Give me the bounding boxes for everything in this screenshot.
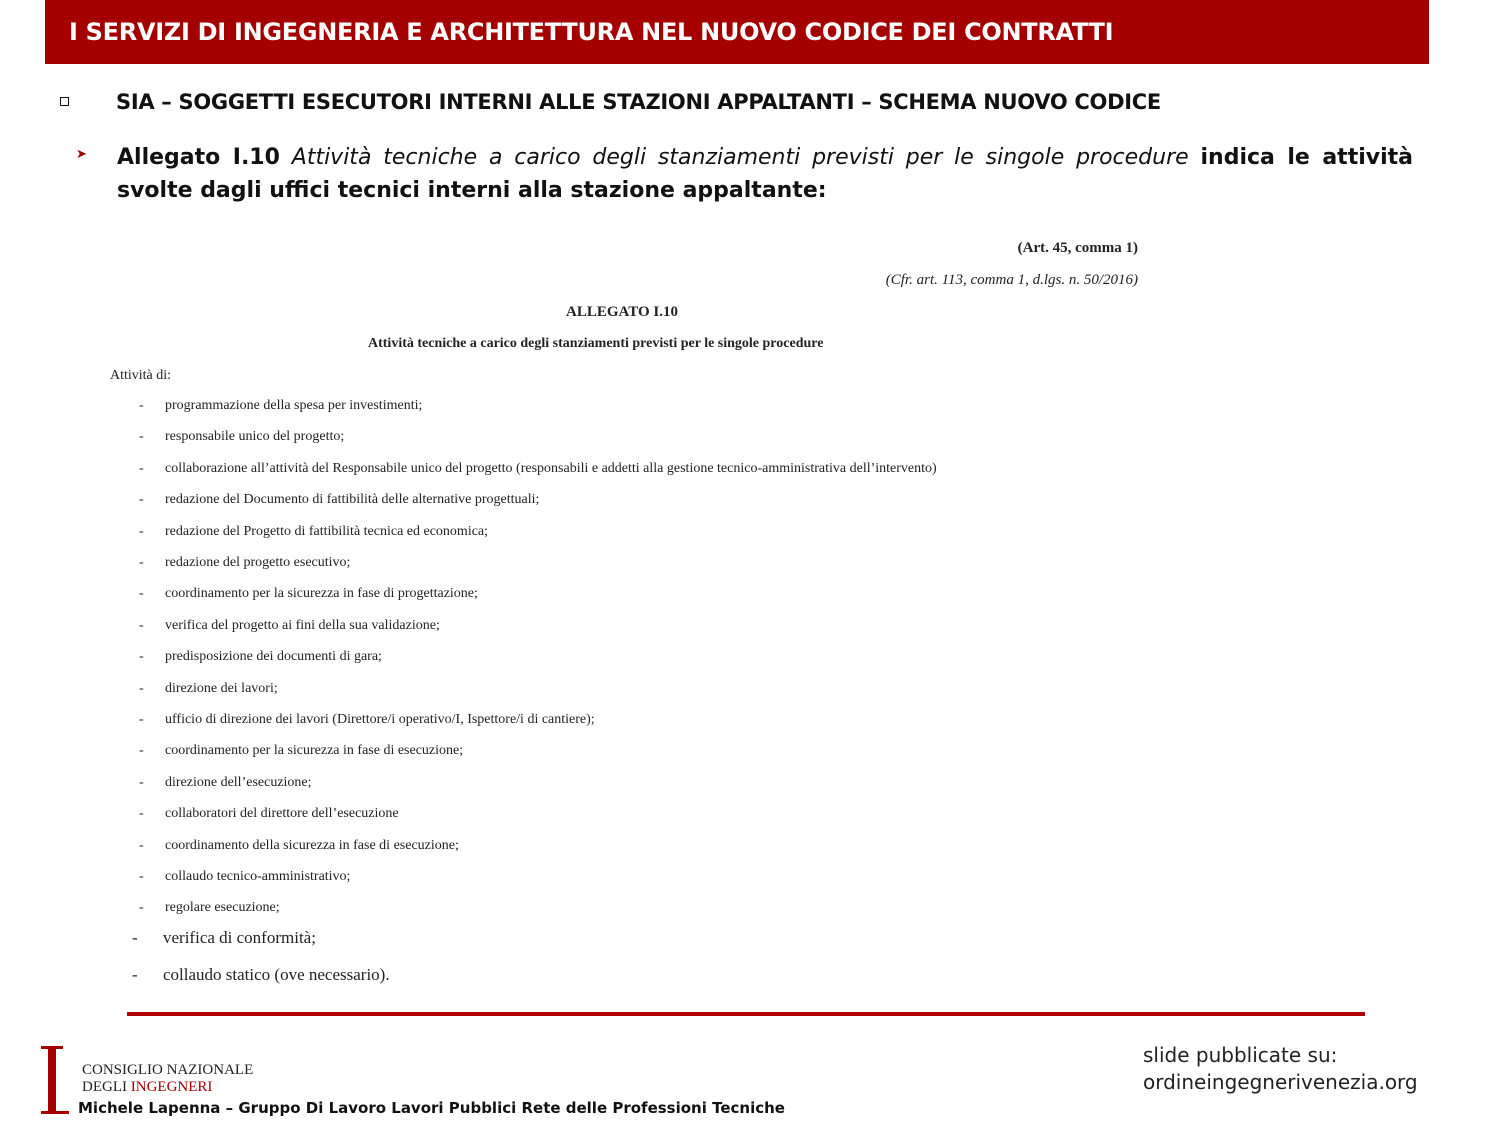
activity-text: verifica di conformità;	[163, 928, 316, 947]
activity-text: collaudo statico (ove necessario).	[163, 965, 390, 984]
activity-text: programmazione della spesa per investimenti;	[165, 398, 423, 413]
activity-dash: -	[139, 806, 144, 822]
activity-text: redazione del progetto esecutivo;	[165, 555, 351, 570]
logo-text-line2	[82, 1079, 212, 1096]
logo-text-ingegneri: INGEGNERI	[130, 1079, 213, 1095]
activity-text: verifica del progetto ai fini della sua validazione;	[165, 617, 440, 633]
activity-dash: -	[139, 712, 144, 727]
activity-dash: -	[132, 965, 138, 984]
author-credit: Michele Lapenna – Gruppo Di Lavoro Lavori Pubblici Rete delle Professioni Tecniche	[78, 1099, 785, 1117]
activity-text: collaboratori del direttore dell’esecuzione	[165, 806, 399, 822]
intro-italic-title: Attività tecniche a carico degli stanziamenti previsti per le singole procedure	[291, 145, 1189, 170]
activity-dash: -	[139, 680, 144, 696]
activity-dash: -	[139, 398, 144, 413]
activity-dash: -	[139, 523, 144, 539]
activity-dash: -	[139, 555, 144, 570]
activity-text: redazione del Documento di fattibilità delle alternative progettuali;	[165, 492, 540, 508]
document-allegato-title: ALLEGATO I.10	[566, 304, 678, 320]
intro-bold-lead: Allegato I.10	[117, 145, 280, 170]
slide-title: I SERVIZI DI INGEGNERIA E ARCHITETTURA NEL NUOVO CODICE DEI CONTRATTI	[69, 18, 1114, 46]
activity-text: coordinamento per la sicurezza in fase di esecuzione;	[165, 743, 464, 759]
activity-text: collaudo tecnico-amministrativo;	[165, 869, 351, 884]
header-bar	[45, 0, 1429, 64]
activity-dash: -	[139, 649, 144, 665]
activity-text: direzione dei lavori;	[165, 680, 278, 696]
intro-paragraph	[117, 141, 1413, 207]
published-note	[1143, 1042, 1418, 1096]
activity-dash: -	[139, 774, 144, 790]
published-site: ordineingegnerivenezia.org	[1143, 1070, 1418, 1094]
activity-text: redazione del Progetto di fattibilità tecnica ed economica;	[165, 523, 489, 539]
square-bullet-icon	[60, 97, 69, 106]
published-label: slide pubblicate su:	[1143, 1043, 1338, 1067]
activity-dash: -	[139, 837, 144, 853]
bottom-divider	[127, 1012, 1365, 1016]
document-cfr-reference: (Cfr. art. 113, comma 1, d.lgs. n. 50/2016)	[885, 272, 1138, 288]
activity-dash: -	[139, 900, 144, 916]
activity-dash: -	[139, 460, 144, 476]
activity-dash: -	[139, 586, 144, 602]
activity-text: collaborazione all’attività del Responsabile unico del progetto (responsabili e addetti alla gestione tecnico-amministrativa dell’intervento)	[165, 460, 937, 476]
activity-text: direzione dell’esecuzione;	[165, 774, 312, 790]
activity-text: coordinamento della sicurezza in fase di esecuzione;	[165, 837, 459, 853]
activity-dash: -	[139, 617, 144, 633]
arrow-bullet-icon: ➤	[76, 147, 87, 162]
activity-dash: -	[132, 928, 138, 947]
activity-dash: -	[139, 869, 144, 884]
intro-bold-tail: indica le attività svolte dagli uffici tecnici interni alla stazione appaltante:	[117, 145, 1414, 203]
cni-logo-icon	[41, 1046, 69, 1114]
activity-text: regolare esecuzione;	[165, 900, 280, 916]
activity-dash: -	[139, 743, 144, 759]
activity-text: predisposizione dei documenti di gara;	[165, 649, 382, 665]
document-lead: Attività di:	[110, 368, 172, 383]
activity-text: responsabile unico del progetto;	[165, 429, 345, 445]
logo-text-degli: DEGLI	[82, 1079, 131, 1095]
logo-text-line1: CONSIGLIO NAZIONALE	[82, 1062, 254, 1078]
document-article-reference: (Art. 45, comma 1)	[1017, 240, 1138, 256]
activity-text: ufficio di direzione dei lavori (Direttore/i operativo/I, Ispettore/i di cantiere);	[165, 712, 595, 727]
section-subtitle: SIA – SOGGETTI ESECUTORI INTERNI ALLE STAZIONI APPALTANTI – SCHEMA NUOVO CODICE	[116, 90, 1161, 114]
activity-dash: -	[139, 429, 144, 445]
activity-text: coordinamento per la sicurezza in fase di progettazione;	[165, 586, 478, 602]
activity-dash: -	[139, 492, 144, 508]
document-heading: Attività tecniche a carico degli stanziamenti previsti per le singole procedure	[368, 336, 824, 351]
